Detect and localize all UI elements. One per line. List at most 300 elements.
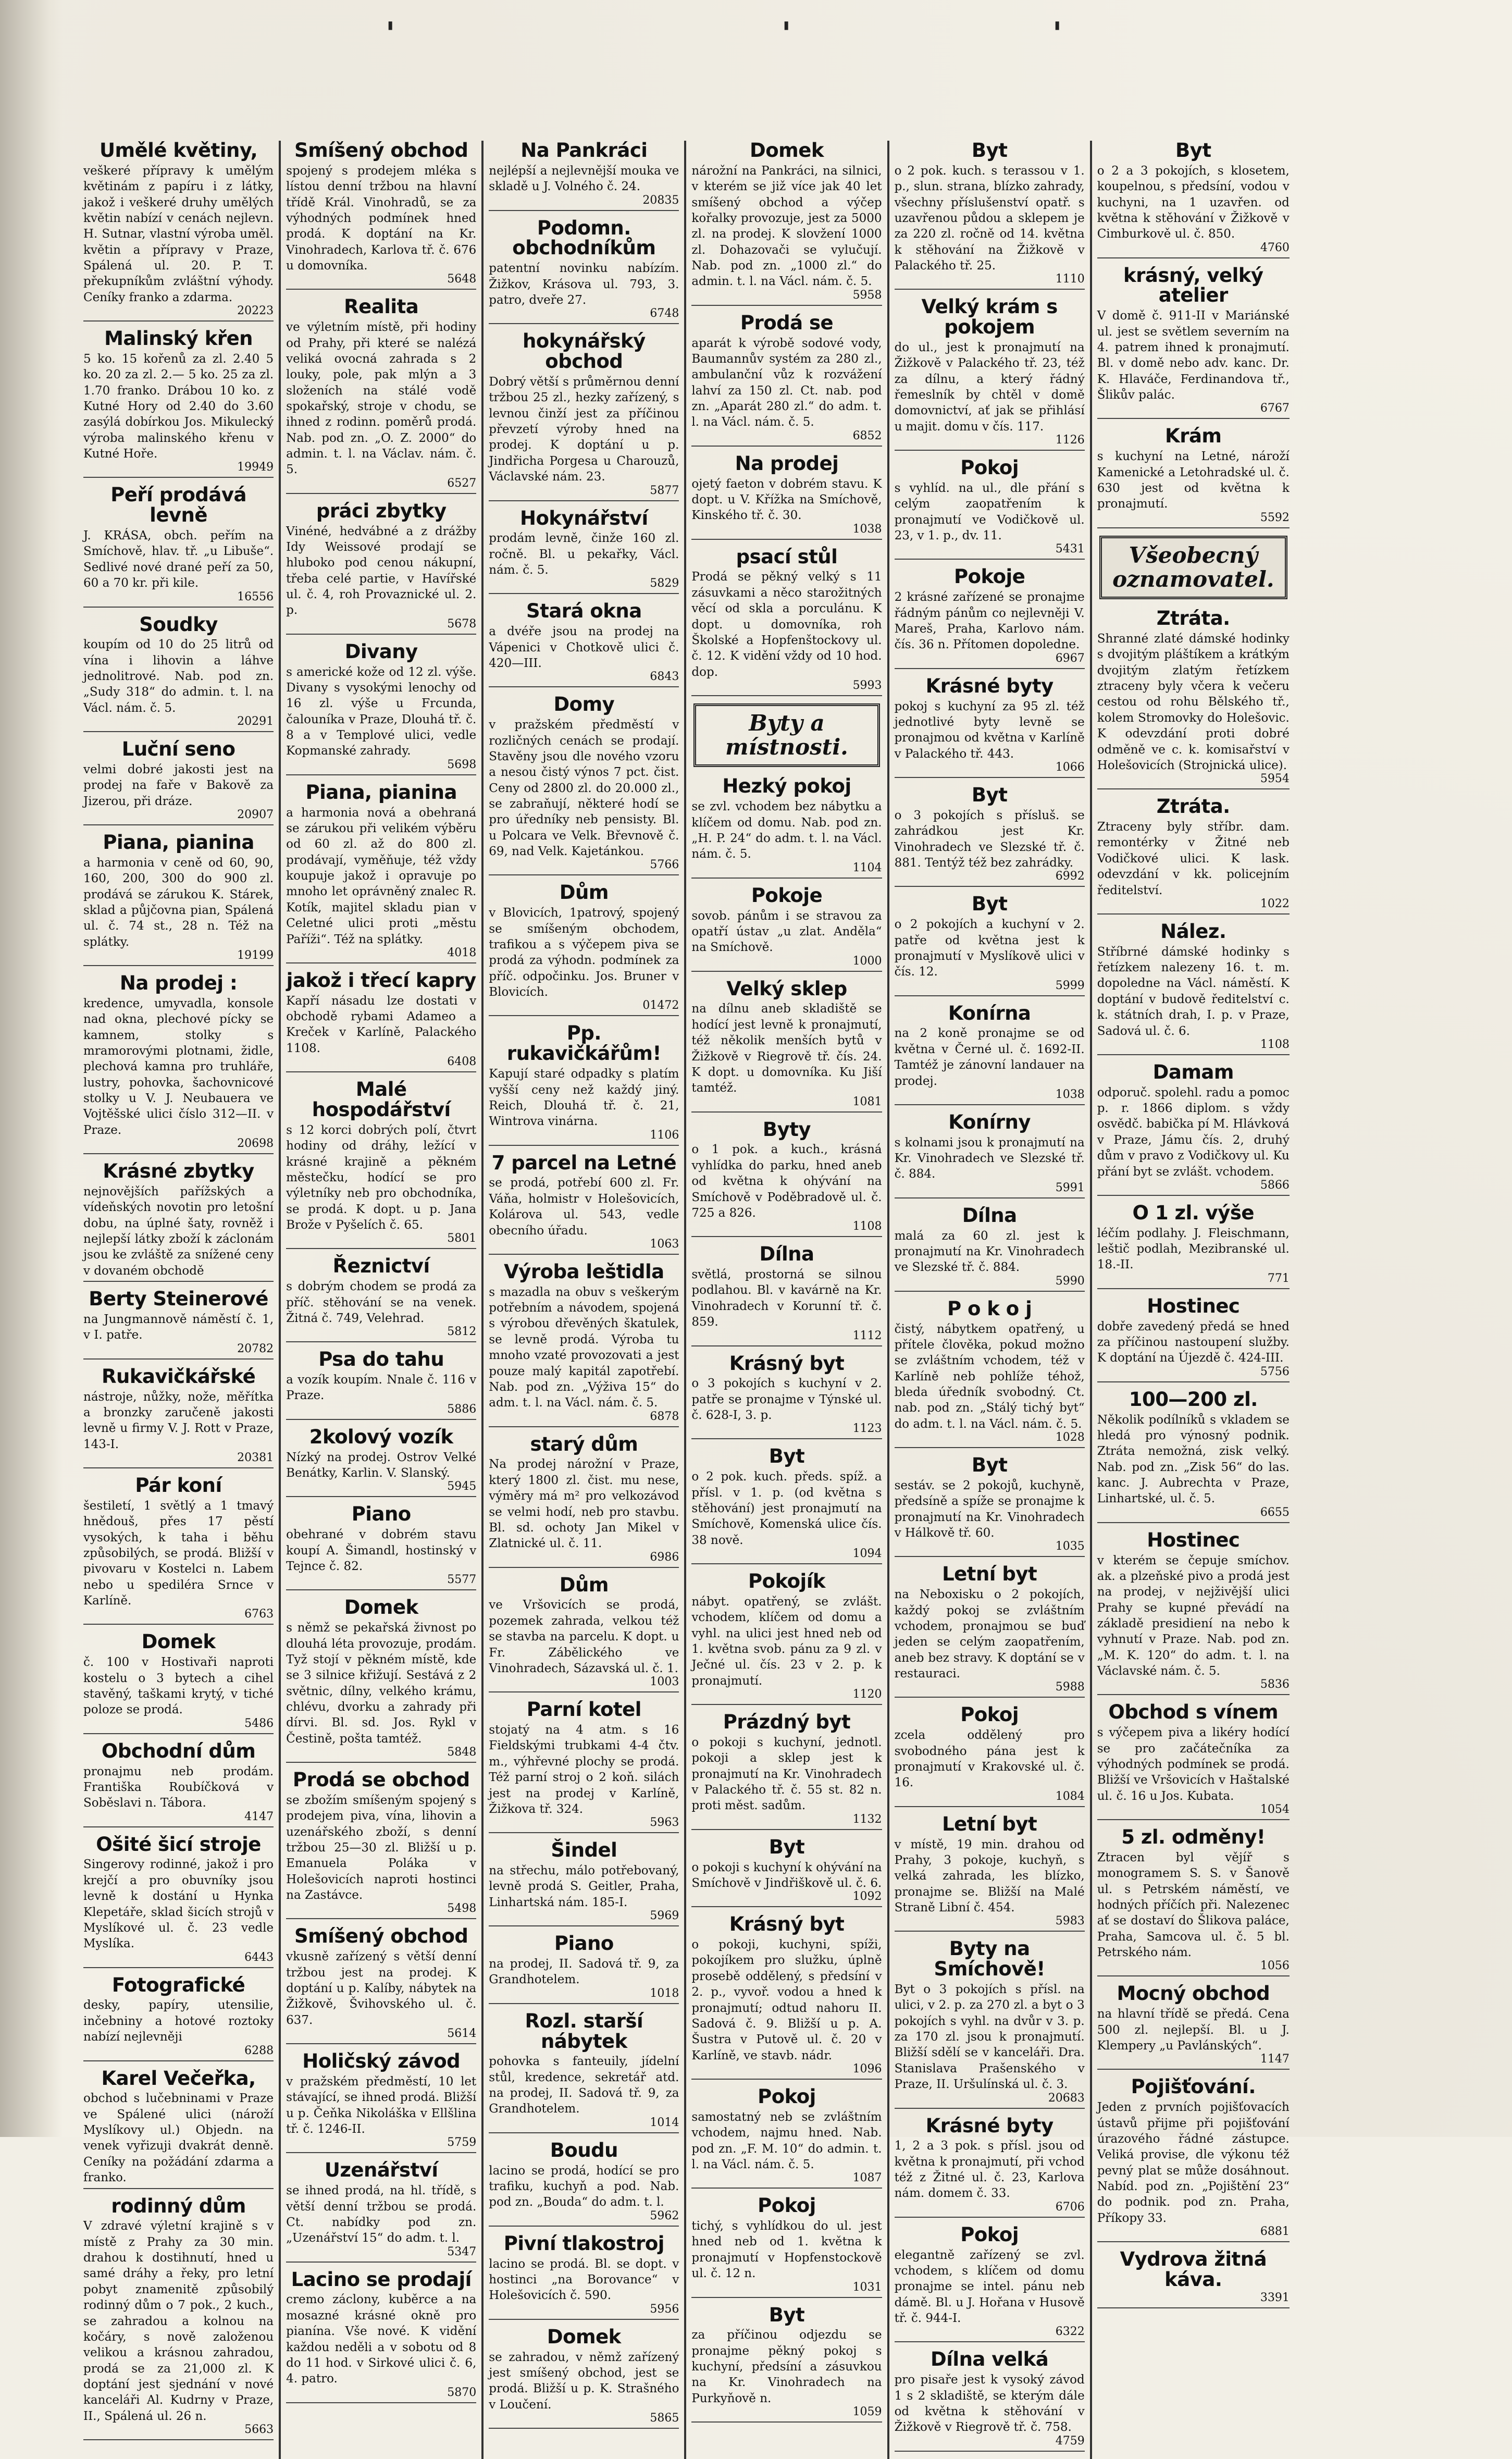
- ad-divider: [286, 2043, 476, 2044]
- ad-body: v pražském předměstí v rozličných cenách se prodají. Stavěny jsou dle nového vzoru a nesou čistý výnos 7 pct. čist. Ceny od 2800 zl. do 20.000 zl., se zabraňují, některé hodí se pro úředníky neb pensisty. Bl. u Polcara ve Velk. Břevnově č. 69, nad Velk. Kajetánkou.: [489, 718, 679, 859]
- ad-number: 1038: [1055, 1088, 1085, 1101]
- ad-divider: [83, 477, 274, 478]
- ad-number: 5592: [1260, 511, 1290, 524]
- classified-ad: [691, 313, 882, 447]
- top-mark: ': [1052, 16, 1062, 52]
- classified-ad: [489, 2141, 679, 2227]
- ad-headline: Krásné byty: [925, 674, 1054, 697]
- ad-headline: Hezký pokoj: [722, 775, 851, 798]
- ad-number: 3391: [1260, 2291, 1290, 2304]
- ad-headline: Pojišťování.: [1131, 2075, 1256, 2098]
- ad-number: 4018: [447, 946, 477, 959]
- classified-ad: [489, 506, 679, 595]
- ad-headline: Byty na Smíchově!: [934, 1937, 1045, 1981]
- ad-body: tichý, s vyhlídkou do ul. jest hned neb od 1. května k pronajmutí v Hopfenstockově ul. č. 12 n.: [691, 2219, 882, 2281]
- classified-ad: [1097, 1062, 1290, 1196]
- ad-divider: [895, 777, 1085, 778]
- ad-headline: Řeznictví: [332, 1255, 430, 1278]
- ad-divider: [691, 2188, 882, 2189]
- ad-number: 5870: [447, 2386, 477, 2399]
- ad-headline: Berty Steinerové: [89, 1288, 268, 1311]
- classified-ad: [489, 1432, 679, 1568]
- ad-headline: Dílna velká: [931, 2348, 1049, 2371]
- ad-divider: [489, 1567, 679, 1568]
- ad-body: v kterém se čepuje smíchov. ak. a plzeňské pivo a prodá jest na prodej, v nejživější ulici Prahy se kupné převádí na základě presidiení na nebo k vyhnutí v Praze. Nab. pod zn. „M. K. 120“ do adm. t. l. na Václavské nám. č. 5.: [1097, 1553, 1290, 1678]
- ad-divider: [691, 1236, 882, 1237]
- classified-ad: [83, 1975, 274, 2061]
- ad-divider: [1097, 1975, 1290, 1976]
- ad-headline: Velký krám s pokojem: [921, 295, 1058, 339]
- classified-ad: [286, 1350, 476, 1420]
- ad-number: 6881: [1260, 2225, 1290, 2239]
- ad-number: 5988: [1055, 1680, 1085, 1694]
- ad-number: 1081: [852, 1095, 882, 1108]
- ad-headline: Obchodní dům: [101, 1739, 256, 1762]
- ad-headline: Uzenářství: [324, 2159, 438, 2182]
- classified-ad: [894, 1110, 1085, 1198]
- ad-divider: [489, 686, 679, 687]
- ad-body: s mazadla na obuv s veškerým potřebním a návodem, spojená s výrobou dřevěných škatulek, se levně prodá. Výroba tu mnoho vzaté provozovati a jest pouze malý kapitál zapotřebí. Nab. pod zn. „Výživa 15“ do adm. t. l. na Václ. nám. č. 5.: [489, 1285, 679, 1410]
- ad-headline: 100—200 zl.: [1129, 1388, 1258, 1411]
- classified-ad: [1097, 1530, 1290, 1696]
- ad-headline: Malinský křen: [104, 327, 253, 350]
- classified-ad: [489, 1700, 679, 1833]
- ad-headline: Umělé květiny,: [99, 139, 258, 162]
- ad-divider: [286, 1248, 476, 1249]
- ad-divider: [691, 2297, 882, 2298]
- ad-divider: [691, 971, 882, 972]
- ad-headline: jakož i třecí kapry: [286, 969, 476, 992]
- ad-number: 5865: [650, 2411, 679, 2425]
- ad-body: nárožní na Pankráci, na silnici, v kterém se již více jak 40 let smíšený obchod a výčep kořalky provozuje, jest za 5000 zl. na prodej. K slovžení 1000 zl. Dohazovači se vylučují. Nab. pod zn. „1000 zl.“ do admin. t. l. na Václ. nám. č. 5.: [691, 164, 882, 289]
- ad-headline: Domek: [750, 139, 824, 162]
- ad-headline: Rozl. starší nábytek: [525, 2009, 643, 2053]
- ad-number: 5954: [1260, 772, 1290, 786]
- ad-number: 1132: [852, 1812, 882, 1826]
- classified-ad: [489, 1934, 679, 2004]
- ad-headline: Byt: [971, 784, 1008, 807]
- ad-divider: [691, 1829, 882, 1830]
- ad-divider: [286, 634, 476, 635]
- ad-headline: Rukavičkářské: [101, 1365, 256, 1388]
- ad-number: 1056: [1260, 1959, 1290, 1973]
- ad-divider: [489, 2003, 679, 2004]
- ad-headline: Na Pankráci: [520, 139, 648, 162]
- ad-divider: [83, 1624, 274, 1625]
- ad-body: lacino se prodá. Bl. se dopt. v hostinci „na Borovance“ v Holešovicích č. 590.: [489, 2257, 679, 2303]
- ad-body: čistý, nábytkem opatřený, u přítele člověka, pokud možno se zvláštním vchodem, též v Karlíně neb pohlíže téhož, bleda úředník svobodný. Ct. nab. pod zn. „Stálý tichý byt“ do adm. t. l. na Václ. nám. č. 5.: [894, 1322, 1085, 1431]
- classified-ad: [286, 783, 476, 963]
- ad-divider: [286, 289, 476, 290]
- ad-divider: [83, 1153, 274, 1154]
- ad-number: 1120: [852, 1688, 882, 1701]
- ad-number: 1022: [1260, 897, 1290, 910]
- ad-body: Stříbrné dámské hodinky s řetízkem nalezeny 16. t. m. dopoledne na Václ. náměstí. K doptání v budově ředitelství c. k. státních drah, I. p. v Praze, Sadová ul. č. 6.: [1097, 945, 1290, 1038]
- ad-body: odporuč. spolehl. radu a pomoc p. r. 1866 diplom. s vždy osvědč. babička pí M. Hlávková v Praze, Jámu čís. 2, druhý dům v pravo z Vodičkovy ul. Ku přání byt se zvlášt. vchodem.: [1097, 1085, 1290, 1179]
- ad-headline: Fotografické: [111, 1973, 245, 1996]
- ad-headline: Karel Večeřka,: [101, 2067, 256, 2090]
- ad-number: 1066: [1055, 761, 1085, 774]
- ad-body: a dvéře jsou na prodej na Vápenici v Chotkově ulici č. 420—III.: [489, 625, 679, 671]
- ad-headline: Ošité šicí stroje: [96, 1833, 261, 1856]
- ad-body: a harmonia v ceně od 60, 90, 160, 200, 300 do 900 zl. prodává se zárukou K. Stárek, sklad a půjčovna pian, Spálená ul. č. 74 st., 28 n. Též na splátky.: [83, 856, 274, 949]
- ad-number: 5877: [650, 484, 679, 497]
- classified-ad: [895, 1206, 1085, 1292]
- ad-number: 6322: [1055, 2325, 1085, 2339]
- ad-divider: [895, 1197, 1085, 1198]
- classified-ad: [286, 971, 476, 1072]
- ad-headline: Hostinec: [1147, 1294, 1240, 1317]
- classified-ad: [691, 1712, 882, 1830]
- ad-divider: [895, 668, 1085, 669]
- ad-headline: hokynářský obchod: [522, 330, 646, 373]
- ad-number: 6408: [447, 1055, 477, 1069]
- ad-divider: [895, 2108, 1085, 2109]
- ad-headline: Piano: [554, 1932, 614, 1955]
- ad-number: 5848: [447, 1746, 477, 1759]
- ad-number: 1054: [1260, 1803, 1290, 1817]
- classified-ad: [489, 218, 679, 325]
- ad-body: o 2 pok. kuch. s terassou v 1. p., slun. strana, blízko zahrady, všechny příslušenství opatř. s uzavřenou půdou a sklepem je za 220 zl. ročně od 14. května k stěhování na Žižkově v Palackého tř. 25.: [894, 164, 1085, 273]
- ad-divider: [691, 1345, 882, 1346]
- classified-ad: [895, 2350, 1085, 2451]
- ad-headline: Dílna: [962, 1204, 1017, 1227]
- ad-divider: [489, 2226, 679, 2227]
- ad-body: stojatý na 4 atm. s 16 Fieldskými trubkami 4-4 čtv. m., výhřevné plochy se prodá. Též parní stroj o 2 koň. silách jest na prodej v Karlíně, Žižkova tř. 324.: [489, 1723, 679, 1816]
- classified-ad: [1097, 609, 1290, 789]
- ad-body: 5 ko. 15 kořenů za zl. 2.40 5 ko. 20 za zl. 2.— 5 ko. 25 za zl. 1.70 franko. Drábou 10 ko. z Kutné Hory od 2.40 do 3.60 zasýlá dobírkou Jos. Mikulecký výroba malinského křenu v Kutné Hoře.: [83, 352, 274, 461]
- ad-body: Kapují staré odpadky s platím vyšší ceny než každý jiný. Reich, Dlouhá tř. č. 21, Wintrova vinárna.: [489, 1067, 679, 1129]
- ad-divider: [1097, 1288, 1290, 1289]
- classified-ad: [691, 2196, 882, 2297]
- classified-ad: [83, 1835, 274, 1968]
- ad-number: 19949: [237, 461, 274, 474]
- ad-number: 19199: [237, 949, 274, 962]
- classified-ad: [489, 601, 679, 687]
- ad-number: 1092: [852, 1890, 882, 1904]
- ad-divider: [691, 1906, 882, 1907]
- ad-body: Dobrý větší s průměrnou denní tržbou 25 zl., hezky zařízený, s levnou činží jest za příčinou převzetí výroby hned na prodej. K doptání u p. Jindřicha Porgesa u Charouzů, Václavské nám. 23.: [489, 375, 679, 484]
- ad-body: č. 100 v Hostivaři naproti kostelu o 3 bytech a cihel stavěný, taškami krytý, v tiché poloze se prodá.: [83, 1655, 274, 1717]
- ad-body: a harmonia nová a obehraná se zárukou při velikém výběru od 60 zl. až do 800 zl. prodávají, vyměňuje, též vždy koupuje jakož i opravuje po mnoho let oprávněný znalec R. Kotík, majitel skladu pian v Celetné ulici proti „městu Paříži“. Též na splátky.: [286, 806, 477, 946]
- ad-divider: [286, 2402, 476, 2403]
- ad-body: zcela oddělený pro svobodného pána jest k pronajmutí v Krakovské ul. č. 16.: [894, 1728, 1085, 1790]
- ad-body: na hlavní třídě se předá. Cena 500 zl. nejlepší. Bl. u J. Klempery „u Pavlánských“.: [1097, 2007, 1290, 2053]
- ad-number: 20291: [237, 715, 274, 728]
- ad-number: 5999: [1055, 979, 1085, 992]
- ad-headline: Byt: [971, 139, 1008, 162]
- ad-divider: [1097, 2241, 1290, 2242]
- ad-number: 1028: [1055, 1431, 1085, 1444]
- ad-divider: [489, 2319, 679, 2320]
- ad-divider: [691, 2079, 882, 2080]
- ad-body: pronajmu neb prodám. Františka Roubíčková v Soběslavi n. Tábora.: [83, 1764, 274, 1810]
- ad-divider: [286, 1762, 476, 1763]
- ad-body: na Neboxisku o 2 pokojích, každý pokoj se zvláštním vchodem, pronajmou se buď jeden se celým zaopatřením, aneb bez stravy. K doptání se v restauraci.: [894, 1588, 1085, 1681]
- ad-divider: [286, 1419, 476, 1420]
- ad-number: 20907: [237, 808, 274, 822]
- ad-number: 1038: [852, 522, 882, 536]
- classified-ad: [895, 894, 1085, 996]
- ad-divider: [489, 1426, 679, 1427]
- ad-body: sestáv. se 2 pokojů, kuchyně, předsíně a spíže se pronajme k pronajmutí na Kr. Vinohradech v Hálkově tř. 60.: [894, 1478, 1085, 1540]
- classified-ad: [1097, 2077, 1290, 2242]
- ad-divider: [489, 323, 679, 324]
- ad-divider: [895, 1104, 1085, 1105]
- column-2: [281, 141, 484, 2459]
- ad-body: aparát k výrobě sodové vody, Baumannův systém za 280 zl., ambulanční vůz k rozvážení lahví za 150 zl. Ct. nab. pod zn. „Aparát 280 zl.“ do adm. t. l. na Václ. nám. č. 5.: [691, 336, 882, 429]
- ad-body: o pokoji s kuchyní, jednotl. pokoji a sklep jest k pronajmutí na Kr. Vinohradech v Palackého tř. č. 55 st. 82 n. proti měst. sadům.: [691, 1735, 882, 1813]
- classified-ad: [895, 1939, 1085, 2108]
- classified-ad: [691, 1837, 882, 1908]
- ad-headline: Krásný byt: [729, 1352, 845, 1375]
- classified-ad: [489, 883, 679, 1016]
- ad-number: 1104: [852, 861, 882, 874]
- ad-headline: Domek: [547, 2325, 621, 2348]
- classified-ad: [691, 886, 882, 972]
- ad-body: ve Vršovicích se prodá, pozemek zahrada, velkou též se stavba na parcelu. K dopt. u Fr. Zábělického ve Vinohradech, Sázavská ul. č. 1.: [489, 1598, 679, 1675]
- ad-headline: Letní byt: [942, 1812, 1037, 1835]
- ad-number: 6843: [650, 670, 679, 684]
- ad-headline: Soudky: [139, 613, 218, 636]
- ad-headline: Pokojík: [748, 1570, 826, 1593]
- ad-body: o 2 a 3 pokojích, s klosetem, koupelnou, s předsíní, vodou v kuchyni, na 1 uzavřen. od května k stěhování v Žižkově v Cimburkově ul. č. 850.: [1097, 164, 1290, 241]
- ad-headline: Piano: [351, 1503, 411, 1526]
- classified-ad: [895, 1455, 1085, 1557]
- ad-body: nástroje, nůžky, nože, měřítka a bronzky zaručeně jakosti levně u firmy V. J. Rott v Praze, 143-I.: [83, 1390, 274, 1451]
- ad-headline: Byt: [769, 1445, 805, 1468]
- ad-divider: [83, 2439, 274, 2440]
- classified-ad: [895, 1299, 1085, 1448]
- ad-body: pohovka s fanteuily, jídelní stůl, kredence, sekretář atd. na prodej, II. Sadová tř. 9, za Grandhotelem.: [489, 2055, 679, 2116]
- ad-divider: [286, 1589, 476, 1590]
- ad-body: v místě, 19 min. drahou od Prahy, 3 pokoje, kuchyň, s velká zahrada, les blízko, pronajme se. Bližší na Malé Straně Libní č. 454.: [894, 1837, 1085, 1914]
- classified-ad: [83, 485, 274, 607]
- classified-ad: [83, 141, 274, 322]
- ad-headline: Pokoj: [960, 1703, 1019, 1726]
- ad-number: 5969: [650, 1909, 679, 1923]
- ad-number: 6655: [1260, 1505, 1290, 1519]
- ad-body: spojený s prodejem mléka s lístou denní tržbou na hlavní třídě Král. Vinohradů, se za výhodných podmínek hned prodá. K doptání na Kr. Vinohradech, Karlova tř. č. 676 u domovníka.: [286, 164, 477, 273]
- ad-divider: [286, 2152, 476, 2153]
- ad-headline: Dům: [559, 1573, 609, 1596]
- ad-body: do ul., jest k pronajmutí na Žižkově v Palackého tř. 23, též za dílnu, a který řádný řemeslník by chtěl v domě domovnictví, ať jak se přihlásí u majit. domu v čís. 117.: [894, 341, 1085, 434]
- ad-headline: Pp. rukavičkářům!: [506, 1022, 661, 1065]
- ad-headline: Pokoj: [758, 2085, 816, 2108]
- ad-body: pokoj s kuchyní za 95 zl. též jednotlivé byty levně se pronajmou od května v Karlíně v Palackého tř. 443.: [894, 699, 1085, 761]
- ad-body: o 2 pok. kuch. předs. spíž. a přísl. v 1. p. (od května s stěhování) jest pronajmutí na Smíchově, Komenská ulice čís. 38 nově.: [691, 1470, 882, 1547]
- ad-divider: [489, 593, 679, 594]
- ad-headline: Mocný obchod: [1117, 1982, 1270, 2005]
- ad-headline: Dílna: [759, 1243, 814, 1266]
- classified-ad: [286, 501, 476, 635]
- ad-divider: [286, 962, 476, 963]
- ad-divider: [83, 965, 274, 966]
- ad-body: Prodá se pěkný velký s 11 zásuvkami a něco starožitných věcí od skla a porculánu. K dopt. u domovníka, roh Školské a Hopfenštockovy ul. č. 12. K vidění vždy od 10 hod. dop.: [691, 570, 882, 679]
- classified-ad: [1097, 1702, 1290, 1820]
- top-mark: ': [386, 16, 395, 52]
- ad-headline: Divany: [344, 640, 418, 663]
- ad-body: s němž se pekařská živnost po dlouhá léta provozuje, prodám. Tyž stojí v pěkném místě, kde se 3 silnice křižují. Sestává z 2 světnic, dílny, velkého krámu, chlévu, dvorku a zahrady při dírvi. Bl. sd. Jos. Rykl v Čestině, pošta tamtéž.: [286, 1621, 477, 1746]
- classified-ad: [489, 1023, 679, 1145]
- ad-number: 5347: [447, 2245, 477, 2258]
- ad-headline: Smíšený obchod: [294, 139, 468, 162]
- classified-ad: [489, 141, 679, 211]
- classified-ad: [286, 1256, 476, 1342]
- ad-divider: [286, 2262, 476, 2263]
- classified-ad: [895, 1004, 1085, 1105]
- ad-divider: [83, 2060, 274, 2061]
- ad-headline: Krásné zbytky: [103, 1160, 254, 1183]
- ad-divider: [83, 1281, 274, 1282]
- ad-divider: [1097, 1381, 1290, 1382]
- classified-ad: [1097, 922, 1290, 1055]
- classified-ad: [286, 2160, 476, 2262]
- ad-divider: [1097, 1819, 1290, 1820]
- ad-body: o pokoji s kuchyní k ohývání na Smíchově v Jindřiškově ul. č. 6.: [691, 1860, 882, 1890]
- classified-ad: [691, 1447, 882, 1564]
- ad-body: Jeden z prvních pojišťovacích ústavů přijme při pojišťování úrazového řádné zástupce. Veliká provise, dle výkonu též pevný plat se může dosáhnout. Nabíd. pod zn. „Pojištění 23“ do podnik. pod zn. Praha, Příkopy 33.: [1097, 2100, 1290, 2225]
- ad-body: Shranné zlaté dámské hodinky s dvojitým pláštíkem a krátkým dvojitým zlatým řetízkem ztraceny byly včera k večeru cestou od rohu Bělského tř., kolem Stromovky do Holešovic. K odevzdání proti dobré odměně ve c. k. komisařství v Holešovicích (Strojnická ulice).: [1097, 632, 1290, 772]
- ad-divider: [286, 493, 476, 494]
- ad-number: 1094: [852, 1547, 882, 1561]
- classified-ad: [1097, 1827, 1290, 1976]
- classified-ad: [895, 567, 1085, 669]
- ad-headline: Smíšený obchod: [294, 1925, 468, 1948]
- classified-ad: [83, 2196, 274, 2441]
- ad-number: 5983: [1055, 1914, 1085, 1928]
- ad-number: 4760: [1260, 241, 1290, 254]
- ad-divider: [489, 2428, 679, 2429]
- ad-headline: Byt: [971, 1454, 1008, 1477]
- ad-body: cremo záclony, kuběrce a na mosazné krásné okně pro pianína. Vše nové. K vidění každou neděli a v sobotu od 8 do 11 hod. v Sirkové ulici č. 6, 4. patro.: [286, 2293, 477, 2386]
- ad-body: o 2 pokojích a kuchyní v 2. patře od května jest k pronajmutí v Myslíkově ulici v čís. 12.: [894, 918, 1085, 979]
- classified-ad: [489, 1153, 679, 1255]
- column-1: [78, 141, 281, 2459]
- classified-ad: [1097, 1390, 1290, 1523]
- classified-ad: [1097, 797, 1290, 915]
- ad-divider: [83, 1358, 274, 1360]
- ad-number: 5886: [447, 1402, 477, 1416]
- classified-ad: [489, 1840, 679, 1926]
- ad-divider: [1097, 1195, 1290, 1196]
- classified-ad: [286, 1926, 476, 2044]
- classified-ad: [286, 2052, 476, 2153]
- ad-body: Vinéné, hedvábné a z drážby Idy Weissové prodají se hluboko pod cenou nákupní, třeba celé partie, v Havířské ul. č. 4, roh Provaznické ul. 2. p.: [286, 524, 477, 617]
- top-mark: ': [782, 16, 791, 52]
- ad-headline: Boudu: [550, 2139, 618, 2161]
- page-edge-shadow: [0, 0, 63, 2137]
- classified-ad: [895, 785, 1085, 887]
- ad-headline: Byt: [769, 1835, 805, 1858]
- ad-body: Několik podílníků s vkladem se hledá pro výnosný podnik. Ztráta nemožná, zisk velký. Nab. pod zn. „Zisk 56“ do las. kanc. J. Aubrechta v Praze, Linhartské, ul. č. 5.: [1097, 1413, 1290, 1506]
- ad-number: 6748: [650, 307, 679, 320]
- ad-headline: Pokoj: [758, 2194, 816, 2217]
- classified-ad: [691, 1120, 882, 1238]
- ad-body: pro pisaře jest k vysoký závod 1 s 2 skladiště, se kterým dále od května k stěhování v Žižkově v Riegrově tř. č. 758.: [894, 2373, 1085, 2435]
- ad-body: s vyhlíd. na ul., dle přání s celým zaopatřením k pronajmutí ve Vodičkově ul. 23, v 1. p., dv. 11.: [894, 481, 1085, 543]
- ad-body: koupím od 10 do 25 litrů od vína i lihovin a láhve jednolitrové. Nab. pod zn. „Sudy 318“ do admin. t. l. na Václ. nám. č. 5.: [83, 638, 274, 715]
- ad-headline: Ztráta.: [1156, 607, 1230, 630]
- classified-ad: [286, 1770, 476, 1919]
- classified-ad: [691, 2305, 882, 2423]
- ad-headline: psací stůl: [736, 545, 838, 568]
- ad-divider: [895, 1806, 1085, 1807]
- ad-divider: [895, 289, 1085, 290]
- ad-number: 5962: [650, 2209, 679, 2222]
- ad-number: 20782: [237, 1342, 274, 1355]
- ad-body: nejnovějších pařížských a vídeňských novotin pro letošní dobu, na úplné šaty, rovněž i nejlepší látky zboží k záclonám jsou ke zvláště za snížené ceny v dovaném obchodě: [83, 1185, 274, 1278]
- classified-ad: [691, 141, 882, 306]
- ad-body: Byt o 3 pokojích s přísl. na ulici, v 2. p. za 270 zl. a byt o 3 pokojích s vyhl. na dvůr v 3. p. za 170 zl. jsou k pronajmutí. Bližší sdělí se v kanceláři. Dra. Stanislava Prašenského v Praze, II. Uršulínská ul. č. 3.: [894, 1982, 1085, 2092]
- ad-body: v pražském předměstí, 10 let stávající, se ihned prodá. Bližší u p. Čeňka Nikoláška v Ellšlina tř. č. 1246-II.: [286, 2074, 477, 2136]
- ad-divider: [1097, 527, 1290, 528]
- classified-ad: [489, 2011, 679, 2133]
- ad-headline: Hokynářství: [520, 506, 648, 529]
- ad-body: o 3 pokojích s kuchyní v 2. patře se pronajme v Týnské ul. č. 628-I, 3. p.: [691, 1377, 882, 1423]
- ad-divider: [83, 607, 274, 608]
- ad-divider: [83, 2188, 274, 2189]
- ad-divider: [286, 1918, 476, 1919]
- ad-headline: Pokoje: [953, 565, 1025, 588]
- ad-headline: Domy: [553, 693, 615, 716]
- ad-body: Singerovy rodinné, jakož i pro krejčí a pro obuvníky jsou levně k dostání u Hynka Klepetáře, sklad šicích strojů v Myslíkové ul. č. 23 vedle Myslíka.: [83, 1858, 274, 1951]
- classified-ad: [83, 1367, 274, 1468]
- ad-divider: [691, 1111, 882, 1113]
- ad-divider: [895, 1291, 1085, 1292]
- classified-ad: [1097, 141, 1290, 258]
- ad-body: světlá, prostorná se silnou podlahou. Bl. v kavárně na Kr. Vinohradech v Korunní tř. č. 859.: [691, 1268, 882, 1329]
- ad-body: lacino se prodá, hodící se pro trafiku, kuchyň a pod. Nab. pod zn. „Bouda“ do adm. t. l.: [489, 2164, 679, 2209]
- ad-headline: P o k o j: [947, 1297, 1032, 1320]
- classified-ad: [83, 2069, 274, 2189]
- ad-number: 6878: [650, 1410, 679, 1423]
- ad-body: kredence, umyvadla, konsole nad okna, plechové pícky se kamnem, stolky s mramorovými plotnami, židle, plechová kamna pro truhláře, lustry, pohovka, šachovnicové stolky u V. J. Neubauera ve Vojtěšské ulici číslo 312—II. v Praze.: [83, 996, 274, 1137]
- ad-number: 5678: [447, 617, 477, 631]
- ad-number: 20835: [642, 193, 679, 207]
- ad-body: samostatný neb se zvláštním vchodem, najmu hned. Nab. pod zn. „F. M. 10“ do admin. t. l. na Václ. nám. č. 5.: [691, 2110, 882, 2171]
- ad-body: Kapří násadu lze dostati v obchodě rybami Adameo a Kreček v Karlíně, Palackého 1108.: [286, 994, 477, 1055]
- ad-headline: Krám: [1165, 425, 1222, 448]
- ad-number: 6443: [244, 1950, 274, 1964]
- classified-ad: [83, 615, 274, 733]
- classified-ad: [83, 1632, 274, 1734]
- ad-number: 5498: [447, 1902, 477, 1916]
- classified-ad: [895, 1564, 1085, 1698]
- ad-divider: [691, 878, 882, 879]
- ad-body: ve výletním místě, při hodiny od Prahy, při které se nalézá veliká ovocná zahrada s 2 louky, pole, pak mlýn a 3 složeních na stálé vodě spokařský, stroje v chodu, se ihned z rodinn. poměrů prodá. Nab. pod zn. „O. Z. 2000“ do admin. t. l. na Václav. nám. č. 5.: [286, 320, 477, 477]
- ad-number: 1018: [650, 1986, 679, 2000]
- ad-headline: Pokoje: [751, 884, 823, 907]
- classified-ad: [1097, 426, 1290, 528]
- column-3: [484, 141, 686, 2459]
- classified-ad: [895, 297, 1085, 451]
- classified-ad: [83, 1289, 274, 1360]
- ad-headline: Pokoj: [960, 2223, 1019, 2246]
- ad-headline: krásný, velký atelier: [1123, 264, 1263, 307]
- ad-body: dobře zavedený předá se hned za příčinou nastoupení služby. K doptání na Újezdě č. 424-III.: [1097, 1319, 1290, 1365]
- ad-number: 6288: [244, 2044, 274, 2057]
- ad-divider: [1097, 257, 1290, 258]
- ad-body: za příčinou odjezdu se pronajme pěkný pokoj s kuchyní, předsíní a zásuvkou na Kr. Vinohradech na Purkyňově n.: [691, 2328, 882, 2405]
- ad-number: 4147: [244, 1810, 274, 1823]
- ad-divider: [489, 1145, 679, 1146]
- ad-divider: [489, 2132, 679, 2133]
- ad-number: 5993: [852, 679, 882, 692]
- ad-divider: [83, 731, 274, 732]
- ad-number: 5801: [447, 1232, 477, 1245]
- ad-body: prodám levně, činže 160 zl. ročně. Bl. u pekařky, Václ. nám. č. 5.: [489, 532, 679, 577]
